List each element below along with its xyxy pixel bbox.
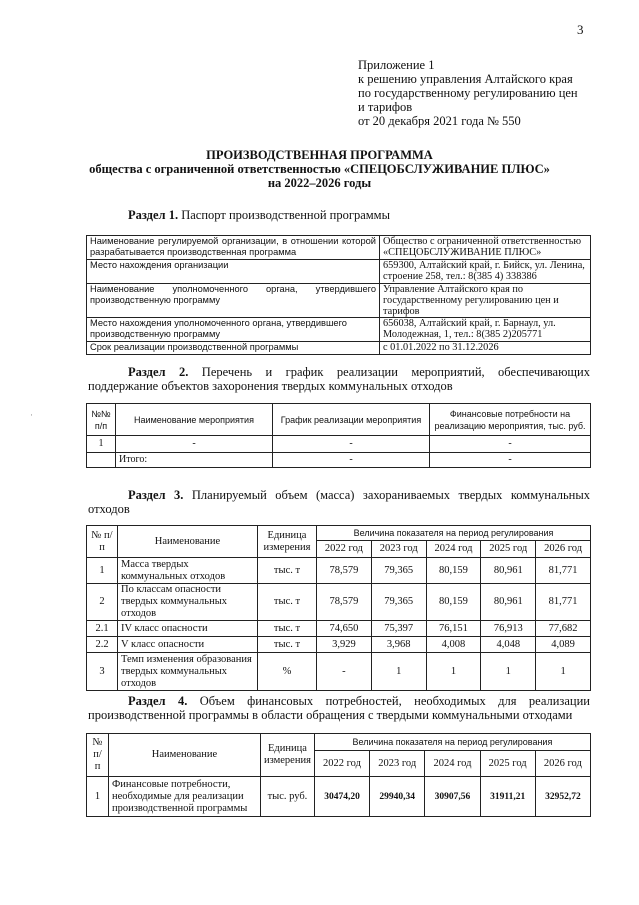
table-cell: 4,089 — [536, 637, 591, 653]
table-cell: 76,151 — [426, 621, 481, 637]
table-cell: 77,682 — [536, 621, 591, 637]
table-cell: Финансовые потребности, необходимые для реализации производственной программы — [109, 777, 261, 817]
table-cell: 80,961 — [481, 558, 536, 584]
header-cell: Единица измерения — [258, 526, 317, 558]
table-cell: 76,913 — [481, 621, 536, 637]
table-cell: V класс опасности — [118, 637, 258, 653]
table-cell: 1 — [371, 653, 426, 691]
appendix-line: от 20 декабря 2021 года № 550 — [358, 114, 521, 128]
passport-value: Управление Алтайского края по государственному регулированию цен и тарифов — [380, 284, 591, 318]
table-cell: 3 — [87, 653, 118, 691]
year-header: 2025 год — [480, 751, 535, 777]
appendix-line: Приложение 1 — [358, 58, 435, 72]
table-header-row — [87, 404, 591, 436]
page-number: 3 — [577, 22, 584, 37]
table-row — [87, 342, 591, 355]
table-cell: - — [317, 653, 372, 691]
table-cell: 79,365 — [371, 558, 426, 584]
table-cell: тыс. т — [258, 621, 317, 637]
year-header: 2022 год — [317, 541, 372, 558]
section2-text: Перечень и график реализации мероприятий, обеспечивающих поддержание объектов захоронения твердых коммунальных отходов — [88, 365, 590, 393]
year-header: 2023 год — [370, 751, 425, 777]
year-header: 2022 год — [314, 751, 369, 777]
passport-key: Место нахождения организации — [87, 260, 380, 284]
passport-key: Наименование уполномоченного органа, утвердившего производственную программу — [87, 284, 380, 318]
year-header: 2024 год — [426, 541, 481, 558]
section1-heading — [128, 208, 390, 222]
passport-table — [86, 235, 591, 355]
table-cell: тыс. руб. — [261, 777, 315, 817]
table-cell: - — [430, 453, 591, 468]
passport-key: Наименование регулируемой организации, в отношении которой разрабатывается производственная программа — [87, 236, 380, 260]
header-cell: Финансовые потребности на реализацию мероприятия, тыс. руб. — [430, 404, 591, 436]
section1-label: Раздел 1. — [128, 208, 179, 222]
section2-heading — [88, 365, 590, 393]
table-header-row — [87, 734, 591, 751]
table-cell: 78,579 — [317, 584, 372, 621]
table-cell: - — [430, 436, 591, 453]
passport-value: Общество с ограниченной ответственностью «СПЕЦОБСЛУЖИВАНИЕ ПЛЮС» — [380, 236, 591, 260]
table-total-row — [87, 453, 591, 468]
table-cell: - — [116, 436, 273, 453]
table-cell: 78,579 — [317, 558, 372, 584]
section4-heading — [88, 694, 590, 722]
table-row — [87, 558, 591, 584]
table-cell: Темп изменения образования твердых коммунальных отходов — [118, 653, 258, 691]
title-line: ПРОИЗВОДСТВЕННАЯ ПРОГРАММА — [206, 148, 433, 162]
table-row — [87, 318, 591, 342]
table-header-row — [87, 526, 591, 541]
table-cell: 81,771 — [536, 584, 591, 621]
header-cell: № п/ п — [87, 734, 109, 777]
table-cell: 1 — [87, 436, 116, 453]
section3-text: Планируемый объем (масса) захораниваемых твердых коммунальных отходов — [88, 488, 591, 516]
table-cell: 79,365 — [371, 584, 426, 621]
header-cell: Единица измерения — [261, 734, 315, 777]
header-cell: Величина показателя на период регулирования — [317, 526, 591, 541]
year-header: 2024 год — [425, 751, 480, 777]
table-cell: По классам опасности твердых коммунальных отходов — [118, 584, 258, 621]
table-cell: 80,159 — [426, 558, 481, 584]
passport-value: 656038, Алтайский край, г. Барнаул, ул. Молодежная, 1, тел.: 8(385 2)205771 — [380, 318, 591, 342]
table-cell: 1 — [481, 653, 536, 691]
title-line: на 2022–2026 годы — [267, 176, 372, 190]
section4-label: Раздел 4. — [128, 694, 188, 708]
table-row — [87, 637, 591, 653]
table-cell: 80,961 — [481, 584, 536, 621]
table-cell: 30907,56 — [425, 777, 480, 817]
year-header: 2026 год — [535, 751, 590, 777]
table-cell: 74,650 — [317, 621, 372, 637]
table-cell: 3,929 — [317, 637, 372, 653]
table-cell: 32952,72 — [535, 777, 590, 817]
table-cell: 1 — [87, 558, 118, 584]
table-cell: тыс. т — [258, 558, 317, 584]
table-cell: 75,397 — [371, 621, 426, 637]
passport-key: Срок реализации производственной программы — [87, 342, 380, 355]
table-row — [87, 436, 591, 453]
title-line: общества с ограниченной ответственностью «СПЕЦОБСЛУЖИВАНИЕ ПЛЮС» — [89, 162, 550, 176]
table-cell: - — [273, 453, 430, 468]
section4-text: Объем финансовых потребностей, необходимых для реализации производственной программы в области обращения с твердыми коммунальными отходами — [88, 694, 590, 722]
table-row — [87, 260, 591, 284]
header-cell: №№ п/п — [87, 404, 116, 436]
total-label: Итого: — [116, 453, 273, 468]
section2-label: Раздел 2. — [128, 365, 189, 379]
table-cell: 1 — [87, 777, 109, 817]
table-cell: Масса твердых коммунальных отходов — [118, 558, 258, 584]
table-cell: 1 — [536, 653, 591, 691]
table-cell: 29940,34 — [370, 777, 425, 817]
table-row — [87, 284, 591, 318]
passport-key: Место нахождения уполномоченного органа, утвердившего производственную программу — [87, 318, 380, 342]
year-header: 2025 год — [481, 541, 536, 558]
header-cell: Наименование — [109, 734, 261, 777]
section3-label: Раздел 3. — [128, 488, 184, 502]
table-row — [87, 653, 591, 691]
appendix-line: и тарифов — [358, 100, 413, 114]
table-cell: 2.2 — [87, 637, 118, 653]
table-row — [87, 584, 591, 621]
appendix-line: по государственному регулированию цен — [358, 86, 578, 100]
table-cell: тыс. т — [258, 584, 317, 621]
header-cell: График реализации мероприятия — [273, 404, 430, 436]
passport-value: 659300, Алтайский край, г. Бийск, ул. Ленина, строение 258, тел.: 8(385 4) 338386 — [380, 260, 591, 284]
year-header: 2023 год — [371, 541, 426, 558]
table-cell: 4,048 — [481, 637, 536, 653]
table-cell: 3,968 — [371, 637, 426, 653]
table-cell: - — [273, 436, 430, 453]
year-header: 2026 год — [536, 541, 591, 558]
table-row — [87, 236, 591, 260]
table-cell: IV класс опасности — [118, 621, 258, 637]
finance-table — [86, 733, 591, 817]
appendix-line: к решению управления Алтайского края — [358, 72, 573, 86]
section1-text: Паспорт производственной программы — [181, 208, 390, 222]
table-row — [87, 777, 591, 817]
passport-value: с 01.01.2022 по 31.12.2026 — [380, 342, 591, 355]
volume-table — [86, 525, 591, 691]
table-cell: 31911,21 — [480, 777, 535, 817]
table-cell: 2 — [87, 584, 118, 621]
scan-mark: · — [30, 410, 33, 420]
table-cell: 4,008 — [426, 637, 481, 653]
measures-table — [86, 403, 591, 468]
header-cell: Наименование мероприятия — [116, 404, 273, 436]
table-cell — [87, 453, 116, 468]
section3-heading — [88, 488, 590, 516]
table-cell: 2.1 — [87, 621, 118, 637]
appendix-block — [358, 58, 578, 128]
table-cell: 1 — [426, 653, 481, 691]
table-cell: 80,159 — [426, 584, 481, 621]
header-cell: № п/п — [87, 526, 118, 558]
header-cell: Величина показателя на период регулирования — [314, 734, 590, 751]
document-title — [0, 148, 639, 190]
table-cell: 81,771 — [536, 558, 591, 584]
table-cell: % — [258, 653, 317, 691]
table-cell: тыс. т — [258, 637, 317, 653]
table-row — [87, 621, 591, 637]
header-cell: Наименование — [118, 526, 258, 558]
table-cell: 30474,20 — [314, 777, 369, 817]
